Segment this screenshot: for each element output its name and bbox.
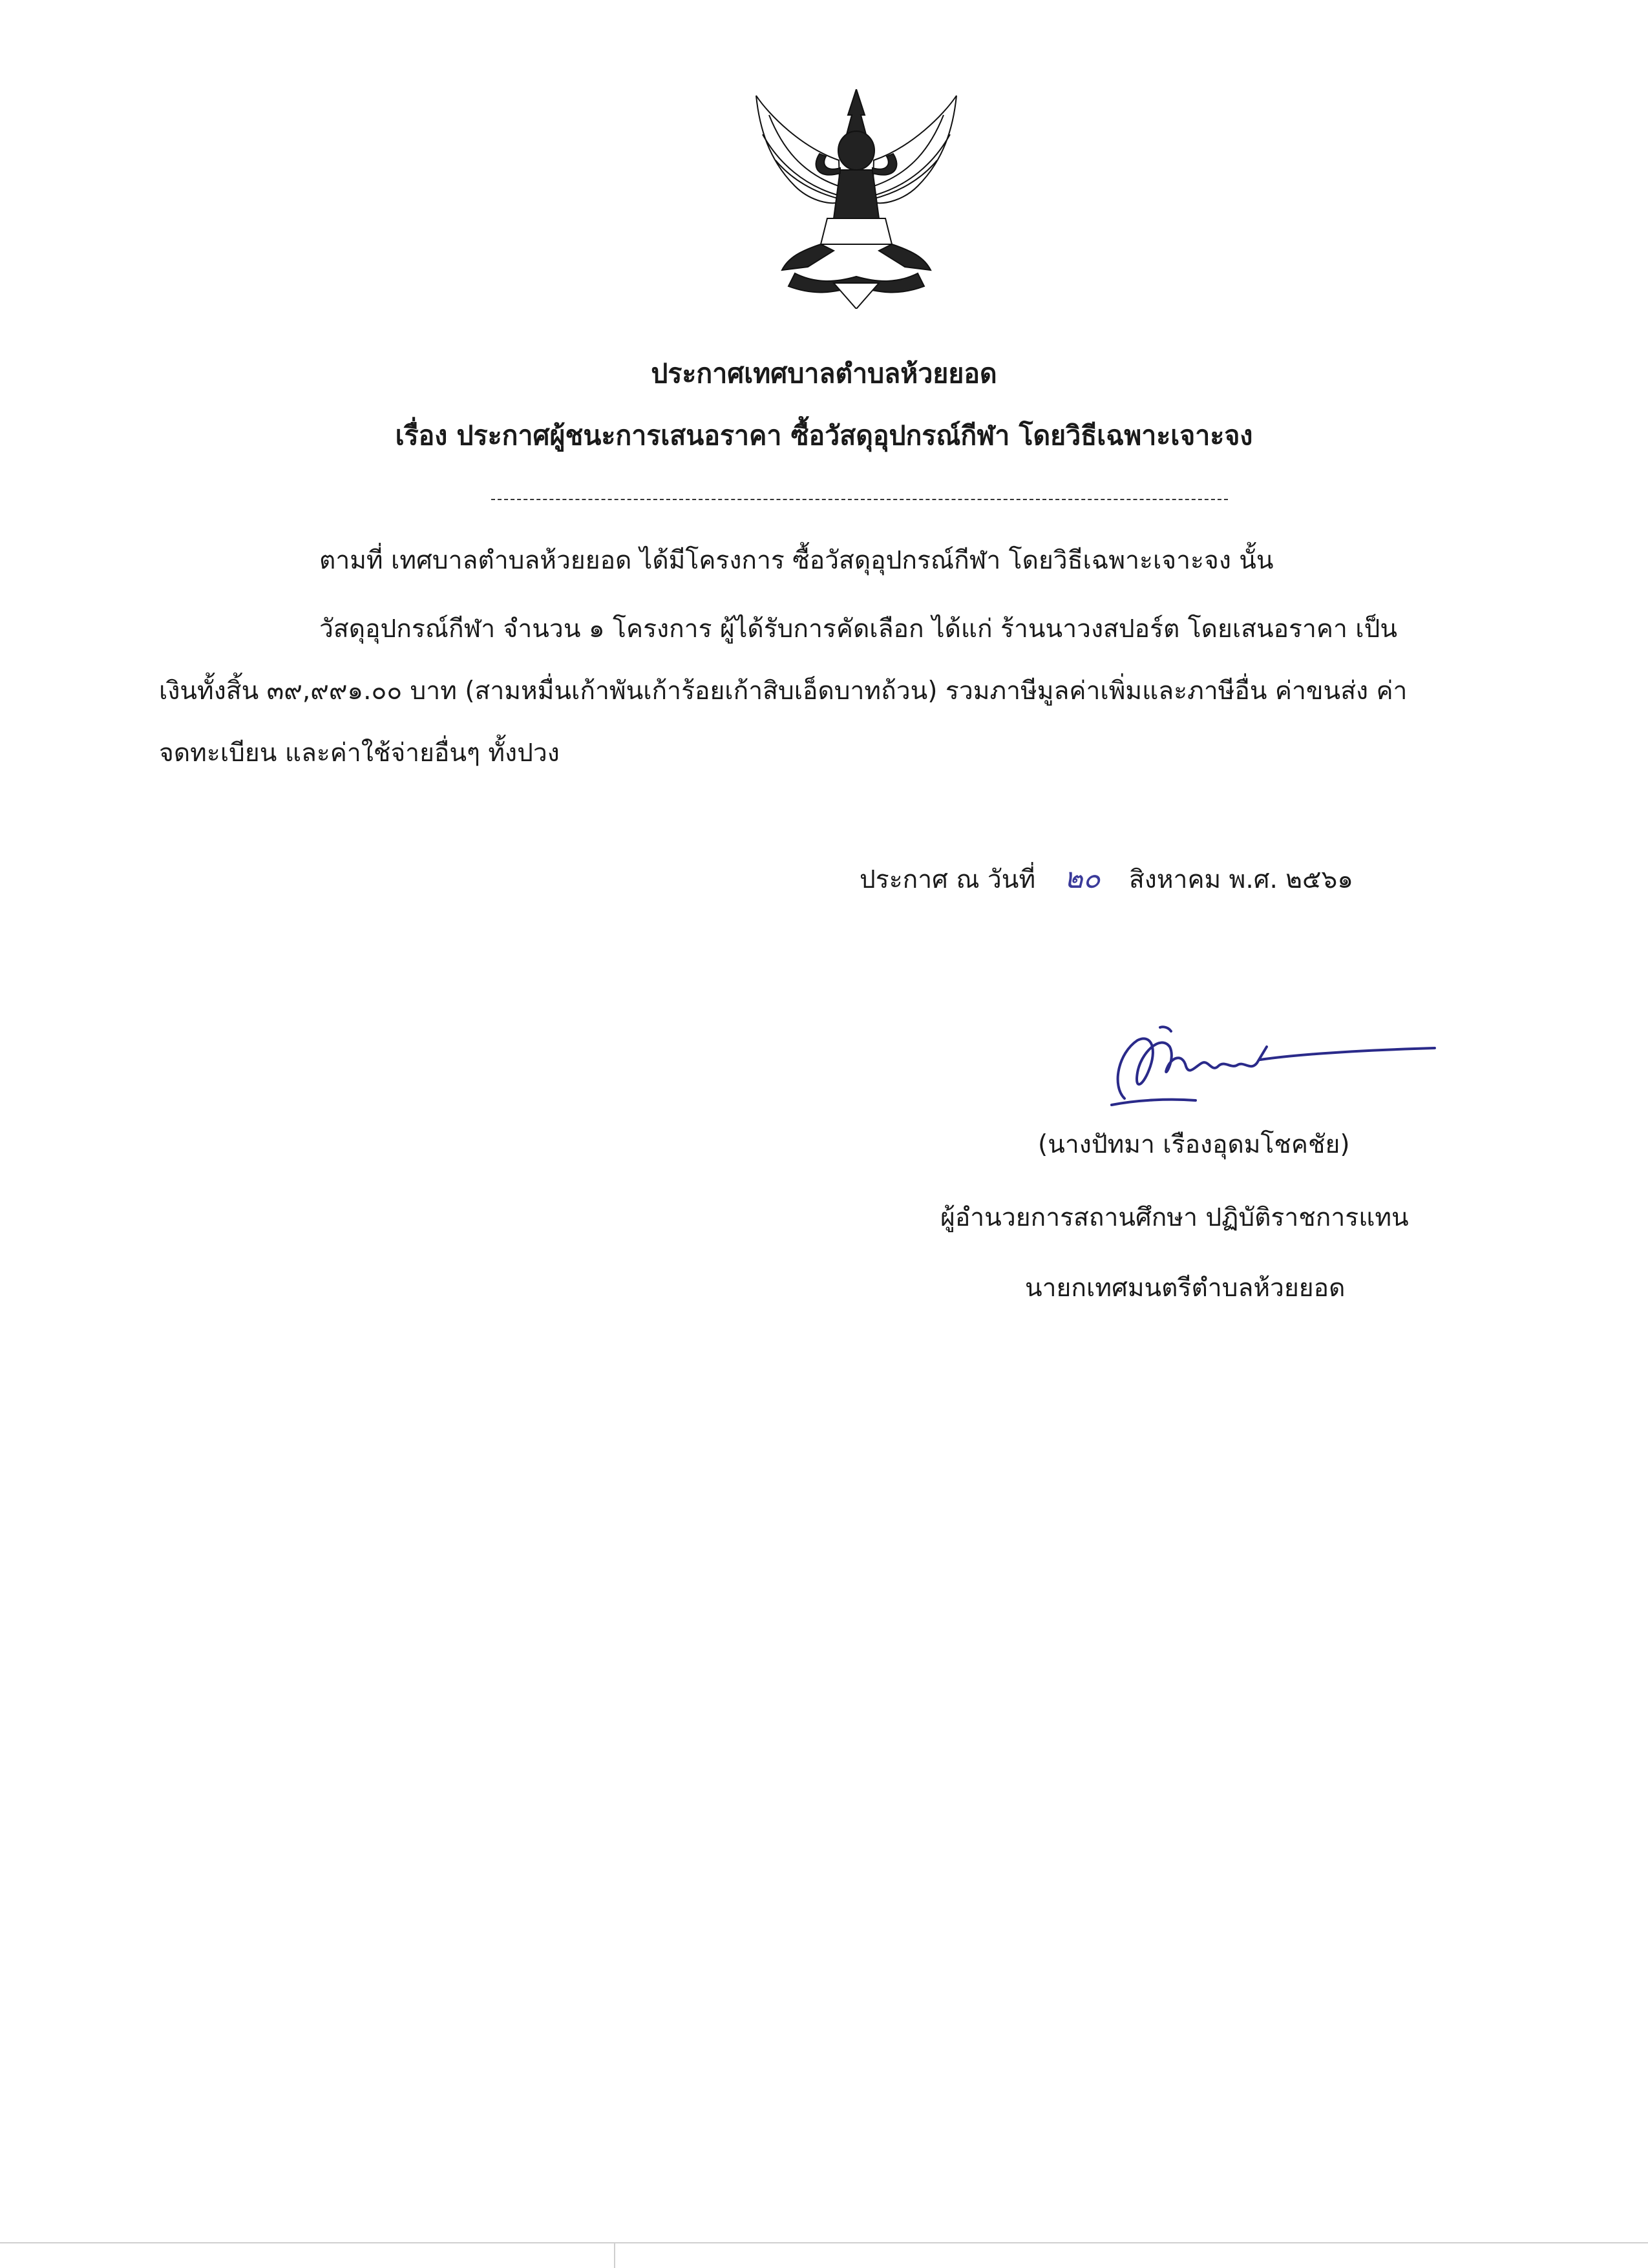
- announcement-date: [860, 859, 1353, 899]
- body-line-4: จดทะเบียน และค่าใช้จ่ายอื่นๆ ทั้งปวง: [159, 739, 560, 768]
- signer-name: (นางปัทมา เรืองอุดมโชคชัย): [1038, 1130, 1350, 1159]
- body-line-1: ตามที่ เทศบาลตำบลห้วยยอด ได้มีโครงการ ซื้อวัสดุอุปกรณ์กีฬา โดยวิธีเฉพาะเจาะจง นั้น: [319, 546, 1274, 575]
- date-suffix: สิงหาคม พ.ศ. ๒๕๖๑: [1128, 865, 1354, 894]
- signer-authority: นายกเทศมนตรีตำบลห้วยยอด: [1025, 1274, 1346, 1303]
- garuda-emblem-icon: [743, 89, 969, 309]
- body-line-3: เงินทั้งสิ้น ๓๙,๙๙๑.๐๐ บาท (สามหมื่นเก้าพันเก้าร้อยเก้าสิบเอ็ดบาทถ้วน) รวมภาษีมูลค่าเพิ่มและภาษีอื่น ค่าขนส่ง ค่า: [159, 677, 1408, 706]
- date-day-handwritten: ๒๐: [1064, 862, 1101, 895]
- announcement-title: ประกาศเทศบาลตำบลห้วยยอด: [651, 358, 997, 389]
- separator-rule: [491, 499, 1228, 500]
- scan-edge-tick: [614, 2242, 615, 2268]
- handwritten-signature: [1099, 1008, 1448, 1111]
- body-line-2: วัสดุอุปกรณ์กีฬา จำนวน ๑ โครงการ ผู้ได้รับการคัดเลือก ได้แก่ ร้านนาวงสปอร์ต โดยเสนอราคา เป็น: [319, 614, 1398, 644]
- date-prefix: ประกาศ ณ วันที่: [860, 865, 1036, 894]
- scan-edge-line: [0, 2242, 1648, 2243]
- announcement-subject: เรื่อง ประกาศผู้ชนะการเสนอราคา ซื้อวัสดุอุปกรณ์กีฬา โดยวิธีเฉพาะเจาะจง: [395, 420, 1253, 451]
- signer-position: ผู้อำนวยการสถานศึกษา ปฏิบัติราชการแทน: [940, 1203, 1409, 1232]
